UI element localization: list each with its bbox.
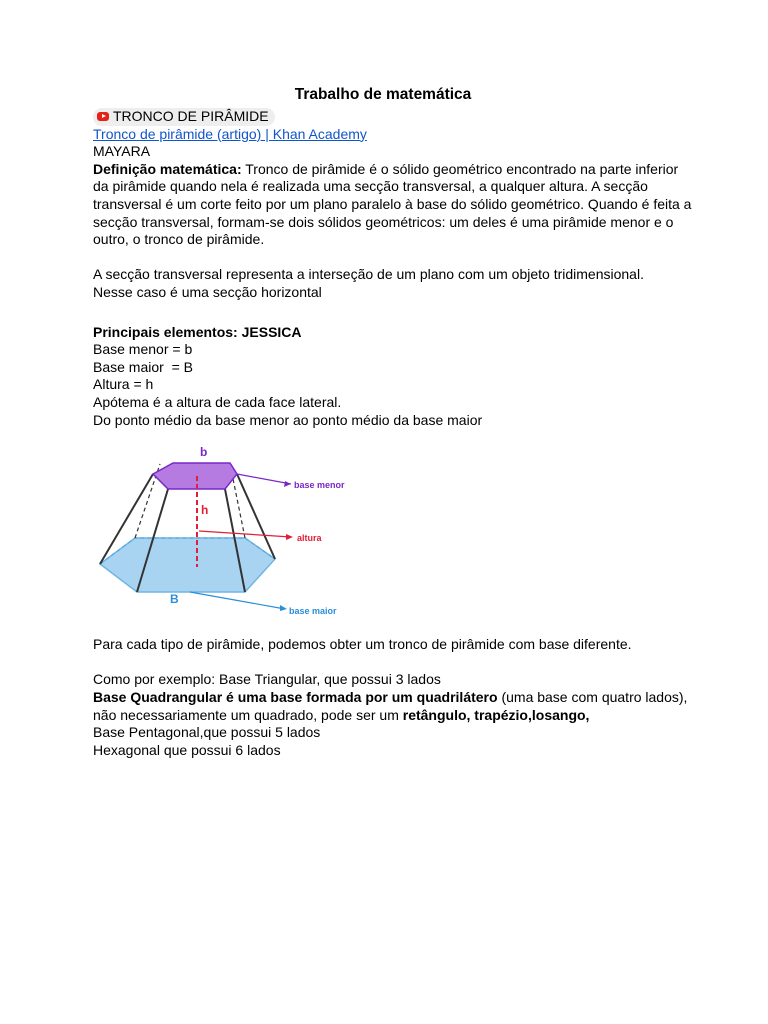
video-chip-row	[93, 108, 693, 126]
quad-paragraph	[93, 688, 696, 724]
label-b: b	[200, 445, 208, 460]
top-base-face	[153, 463, 237, 489]
quad-bold-1: Base Quadrangular é uma base formada por um quadrilátero	[93, 688, 498, 705]
section-text-2: Nesse caso é uma secção horizontal	[93, 284, 322, 301]
video-chip[interactable]	[93, 108, 275, 126]
section-text-1: A secção transversal representa a interseção de um plano com um objeto tridimensional.	[93, 266, 644, 283]
label-h: h	[201, 503, 209, 518]
arrowhead-base-maior	[280, 605, 287, 611]
element-line: Base menor = b	[93, 341, 193, 358]
annot-base-menor: base menor	[294, 480, 345, 491]
element-line: Altura = h	[93, 376, 154, 393]
bottom-base-face	[100, 538, 275, 592]
annot-altura: altura	[297, 533, 322, 544]
element-line: Apótema é a altura de cada face lateral.	[93, 394, 342, 410]
pentagonal-line: Base Pentagonal,que possui 5 lados	[93, 724, 321, 741]
element-line: Base maior = B	[93, 358, 193, 375]
exemplo-line: Como por exemplo: Base Triangular, que possui 3 lados	[93, 671, 441, 688]
khan-academy-row	[93, 126, 693, 144]
arrow-base-menor	[237, 474, 291, 484]
author-mayara: MAYARA	[93, 143, 151, 160]
document-title: Trabalho de matemática	[294, 86, 472, 103]
youtube-icon	[97, 112, 109, 121]
label-B: B	[170, 592, 179, 607]
arrow-base-maior	[190, 592, 285, 609]
arrowhead-altura	[286, 534, 293, 540]
khan-academy-link[interactable]: Tronco de pirâmide (artigo) | Khan Academy	[93, 125, 367, 142]
element-line: Do ponto médio da base menor ao ponto médio da base maior	[93, 411, 483, 428]
arrowhead-base-menor	[284, 481, 291, 487]
quad-text-1: (uma base com quatro lados), não necessariamente um quadrado, pode ser um	[93, 688, 696, 723]
definition-text: Tronco de pirâmide é o sólido geométrico encontrado na parte inferior da pirâmide quando nela é realizada uma secção transversal, a qualquer altura. A secção transversal é um corte feito por um plano paralelo à base do sólido geométrico. Quando é feita a secção transversal, formam-se dois sólidos geométricos: um deles é uma pirâmide menor e o outro, o tronco de pirâmide.	[93, 160, 692, 248]
frustum-diagram	[95, 439, 365, 617]
video-chip-label: TRONCO DE PIRÂMIDE	[113, 107, 269, 124]
definition-paragraph	[93, 161, 693, 249]
para-tipo: Para cada tipo de pirâmide, podemos obter um tronco de pirâmide com base diferente.	[93, 636, 632, 653]
document-content	[93, 86, 696, 759]
elements-heading: Principais elementos: JESSICA	[93, 323, 302, 340]
frustum-svg	[95, 439, 365, 614]
annot-base-maior: base maior	[289, 606, 337, 617]
quad-bold-2: retângulo, trapézio,losango,	[402, 706, 590, 723]
definition-label: Definição matemática:	[93, 160, 242, 177]
hexagonal-line: Hexagonal que possui 6 lados	[93, 741, 281, 758]
